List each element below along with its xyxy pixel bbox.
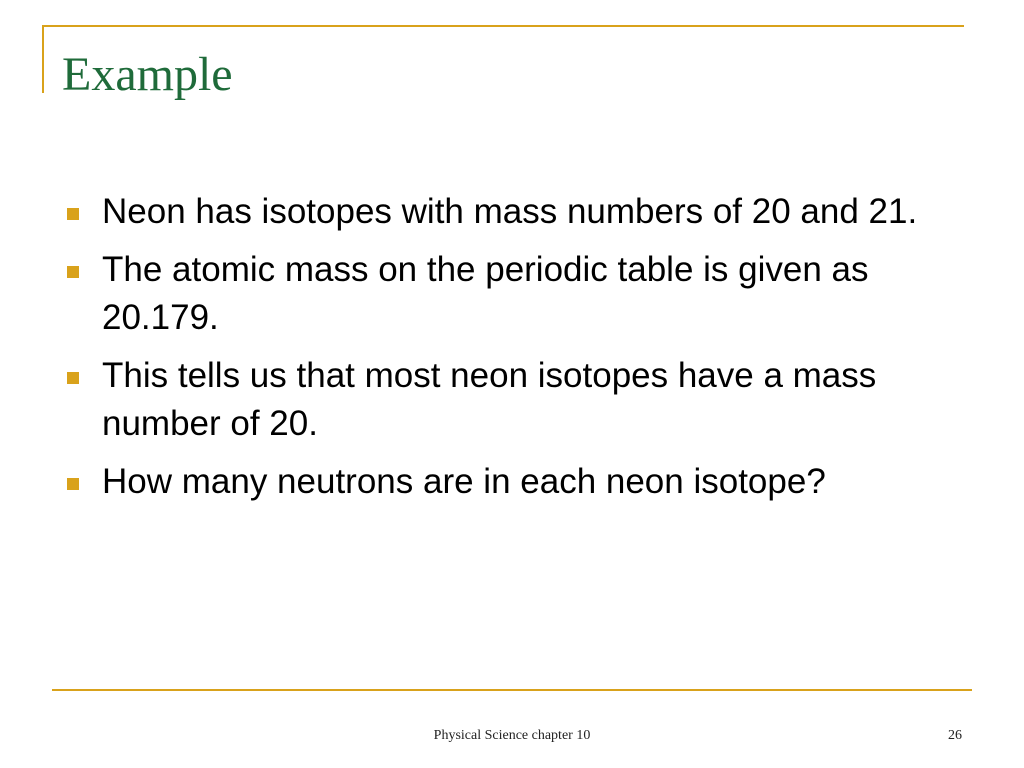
bullet-list [62, 188, 962, 516]
square-bullet-icon [67, 266, 79, 278]
bullet-text: This tells us that most neon isotopes have a mass number of 20. [102, 356, 877, 443]
bullet-item [62, 458, 962, 506]
slide-title: Example [62, 48, 233, 101]
bullet-item [62, 246, 962, 342]
bullet-text: Neon has isotopes with mass numbers of 20 and 21. [102, 192, 918, 231]
bullet-text: How many neutrons are in each neon isotope? [102, 462, 826, 501]
square-bullet-icon [67, 208, 79, 220]
footer-course: Physical Science chapter 10 [433, 728, 591, 743]
title-frame-top-line [42, 25, 964, 27]
page-number: 26 [948, 728, 962, 743]
title-frame-left-line [42, 25, 44, 93]
bullet-item [62, 352, 962, 448]
square-bullet-icon [67, 372, 79, 384]
bullet-text: The atomic mass on the periodic table is given as 20.179. [102, 250, 869, 337]
bullet-item [62, 188, 962, 236]
square-bullet-icon [67, 478, 79, 490]
footer-divider [52, 689, 972, 691]
